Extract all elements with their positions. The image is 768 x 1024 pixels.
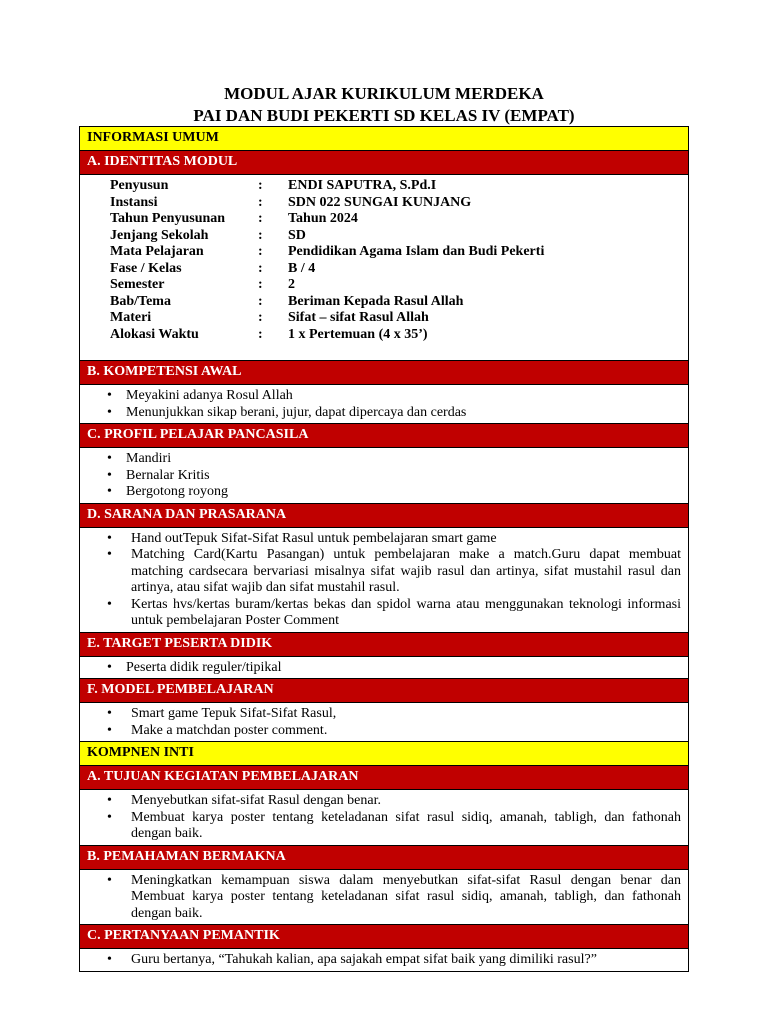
identitas-value: Beriman Kepada Rasul Allah [288,293,464,309]
target-peserta-body [79,657,689,680]
tujuan-kegiatan-body [79,790,689,846]
pertanyaan-pemantik-body [79,949,689,972]
identitas-value: 1 x Pertemuan (4 x 35’) [288,326,428,342]
sarana-prasarana-body [79,528,689,633]
identitas-value: Sifat – sifat Rasul Allah [288,310,429,325]
identitas-row [110,195,544,212]
identitas-colon: : [258,211,263,226]
document-subtitle: PAI DAN BUDI PEKERTI SD KELAS IV (EMPAT) [193,106,575,125]
identitas-value: 2 [288,277,295,292]
identitas-value: SDN 022 SUNGAI KUNJANG [288,194,472,210]
header-pertanyaan-pemantik: C. PERTANYAAN PEMANTIK [79,925,689,949]
header-sarana-prasarana: D. SARANA DAN PRASARANA [79,504,689,528]
identitas-colon: : [258,194,263,210]
identitas-row [110,211,544,228]
list-item: • Matching Card(Kartu Pasangan) untuk pembelajaran make a match.Guru dapat membuat matching cardsecara bervariasi misalnya sifat wajib rasul dan artinya, sifat mustahil rasul dan artinya, atau sifat wajib dan sifat mustahil rasul. [131,547,681,597]
identitas-row [110,261,544,278]
header-identitas-modul: A. IDENTITAS MODUL [79,151,689,175]
list-item: • Menunjukkan sikap berani, jujur, dapat dipercaya dan cerdas [126,405,681,422]
identitas-row [110,244,544,261]
identitas-key: Fase / Kelas [110,260,182,276]
identitas-key: Bab/Tema [110,293,171,309]
identitas-key: Jenjang Sekolah [110,227,209,243]
identitas-row [110,228,544,245]
header-target-peserta: E. TARGET PESERTA DIDIK [79,633,689,657]
header-profil-pelajar: C. PROFIL PELAJAR PANCASILA [79,424,689,448]
section-komponen-inti: KOMPNEN INTI [79,742,689,766]
identitas-key: Semester [110,277,165,292]
list-item: • Smart game Tepuk Sifat-Sifat Rasul, [131,706,681,723]
header-kompetensi-awal: B. KOMPETENSI AWAL [79,361,689,385]
header-model-pembelajaran: F. MODEL PEMBELAJARAN [79,679,689,703]
identitas-value: B / 4 [288,260,316,276]
identitas-colon: : [258,260,263,276]
identitas-key: Materi [110,310,152,325]
model-pembelajaran-body [79,703,689,742]
identitas-row [110,310,544,327]
module-table [79,126,689,972]
identitas-colon: : [258,293,263,309]
identitas-key: Instansi [110,194,158,210]
identitas-colon: : [258,227,263,243]
section-informasi-umum: INFORMASI UMUM [79,126,689,151]
identitas-value: Pendidikan Agama Islam dan Budi Pekerti [288,244,545,259]
header-pemahaman-bermakna: B. PEMAHAMAN BERMAKNA [79,846,689,870]
identitas-key: Mata Pelajaran [110,244,204,259]
identitas-colon: : [258,310,263,325]
list-item: • Meningkatkan kemampuan siswa dalam menyebutkan sifat-sifat Rasul dengan benar dan Membuat karya poster tentang keteladanan sifat rasul sidiq, amanah, tabligh, dan fathonah dengan baik. [131,873,681,923]
kompetensi-awal-body [79,385,689,424]
list-item: • Membuat karya poster tentang keteladanan sifat rasul sidiq, amanah, tabligh, dan fathonah dengan baik. [131,810,681,843]
list-item: • Make a matchdan poster comment. [131,723,681,740]
identitas-value: SD [288,227,306,243]
identitas-modul-body [79,175,689,361]
identitas-colon: : [258,178,263,193]
identitas-key: Alokasi Waktu [110,326,199,342]
identitas-colon: : [258,244,263,259]
profil-pelajar-body [79,448,689,504]
header-tujuan-kegiatan: A. TUJUAN KEGIATAN PEMBELAJARAN [79,766,689,790]
list-item: • Hand outTepuk Sifat-Sifat Rasul untuk pembelajaran smart game [131,531,681,548]
identitas-colon: : [258,326,263,342]
list-item: • Mandiri [126,451,681,468]
identitas-value: Tahun 2024 [288,211,358,226]
list-item: • Bernalar Kritis [126,468,681,485]
document-title: MODUL AJAR KURIKULUM MERDEKA [224,84,544,103]
list-item: • Menyebutkan sifat-sifat Rasul dengan benar. [131,793,681,810]
identitas-row [110,178,544,195]
list-item: • Guru bertanya, “Tahukah kalian, apa sajakah empat sifat baik yang dimiliki rasul?” [131,952,681,969]
identitas-row [110,294,544,311]
identitas-key: Tahun Penyusunan [110,211,226,226]
identitas-value: ENDI SAPUTRA, S.Pd.I [288,178,437,193]
list-item: • Kertas hvs/kertas buram/kertas bekas dan spidol warna atau menggunakan teknologi informasi untuk pembelajaran Poster Comment [131,597,681,630]
identitas-colon: : [258,277,263,292]
list-item: • Meyakini adanya Rosul Allah [126,388,681,405]
identitas-key: Penyusun [110,178,169,193]
identitas-row [110,327,544,344]
identitas-table [110,178,544,343]
list-item: • Peserta didik reguler/tipikal [126,660,681,677]
pemahaman-bermakna-body [79,870,689,926]
identitas-row [110,277,544,294]
list-item: • Bergotong royong [126,484,681,501]
